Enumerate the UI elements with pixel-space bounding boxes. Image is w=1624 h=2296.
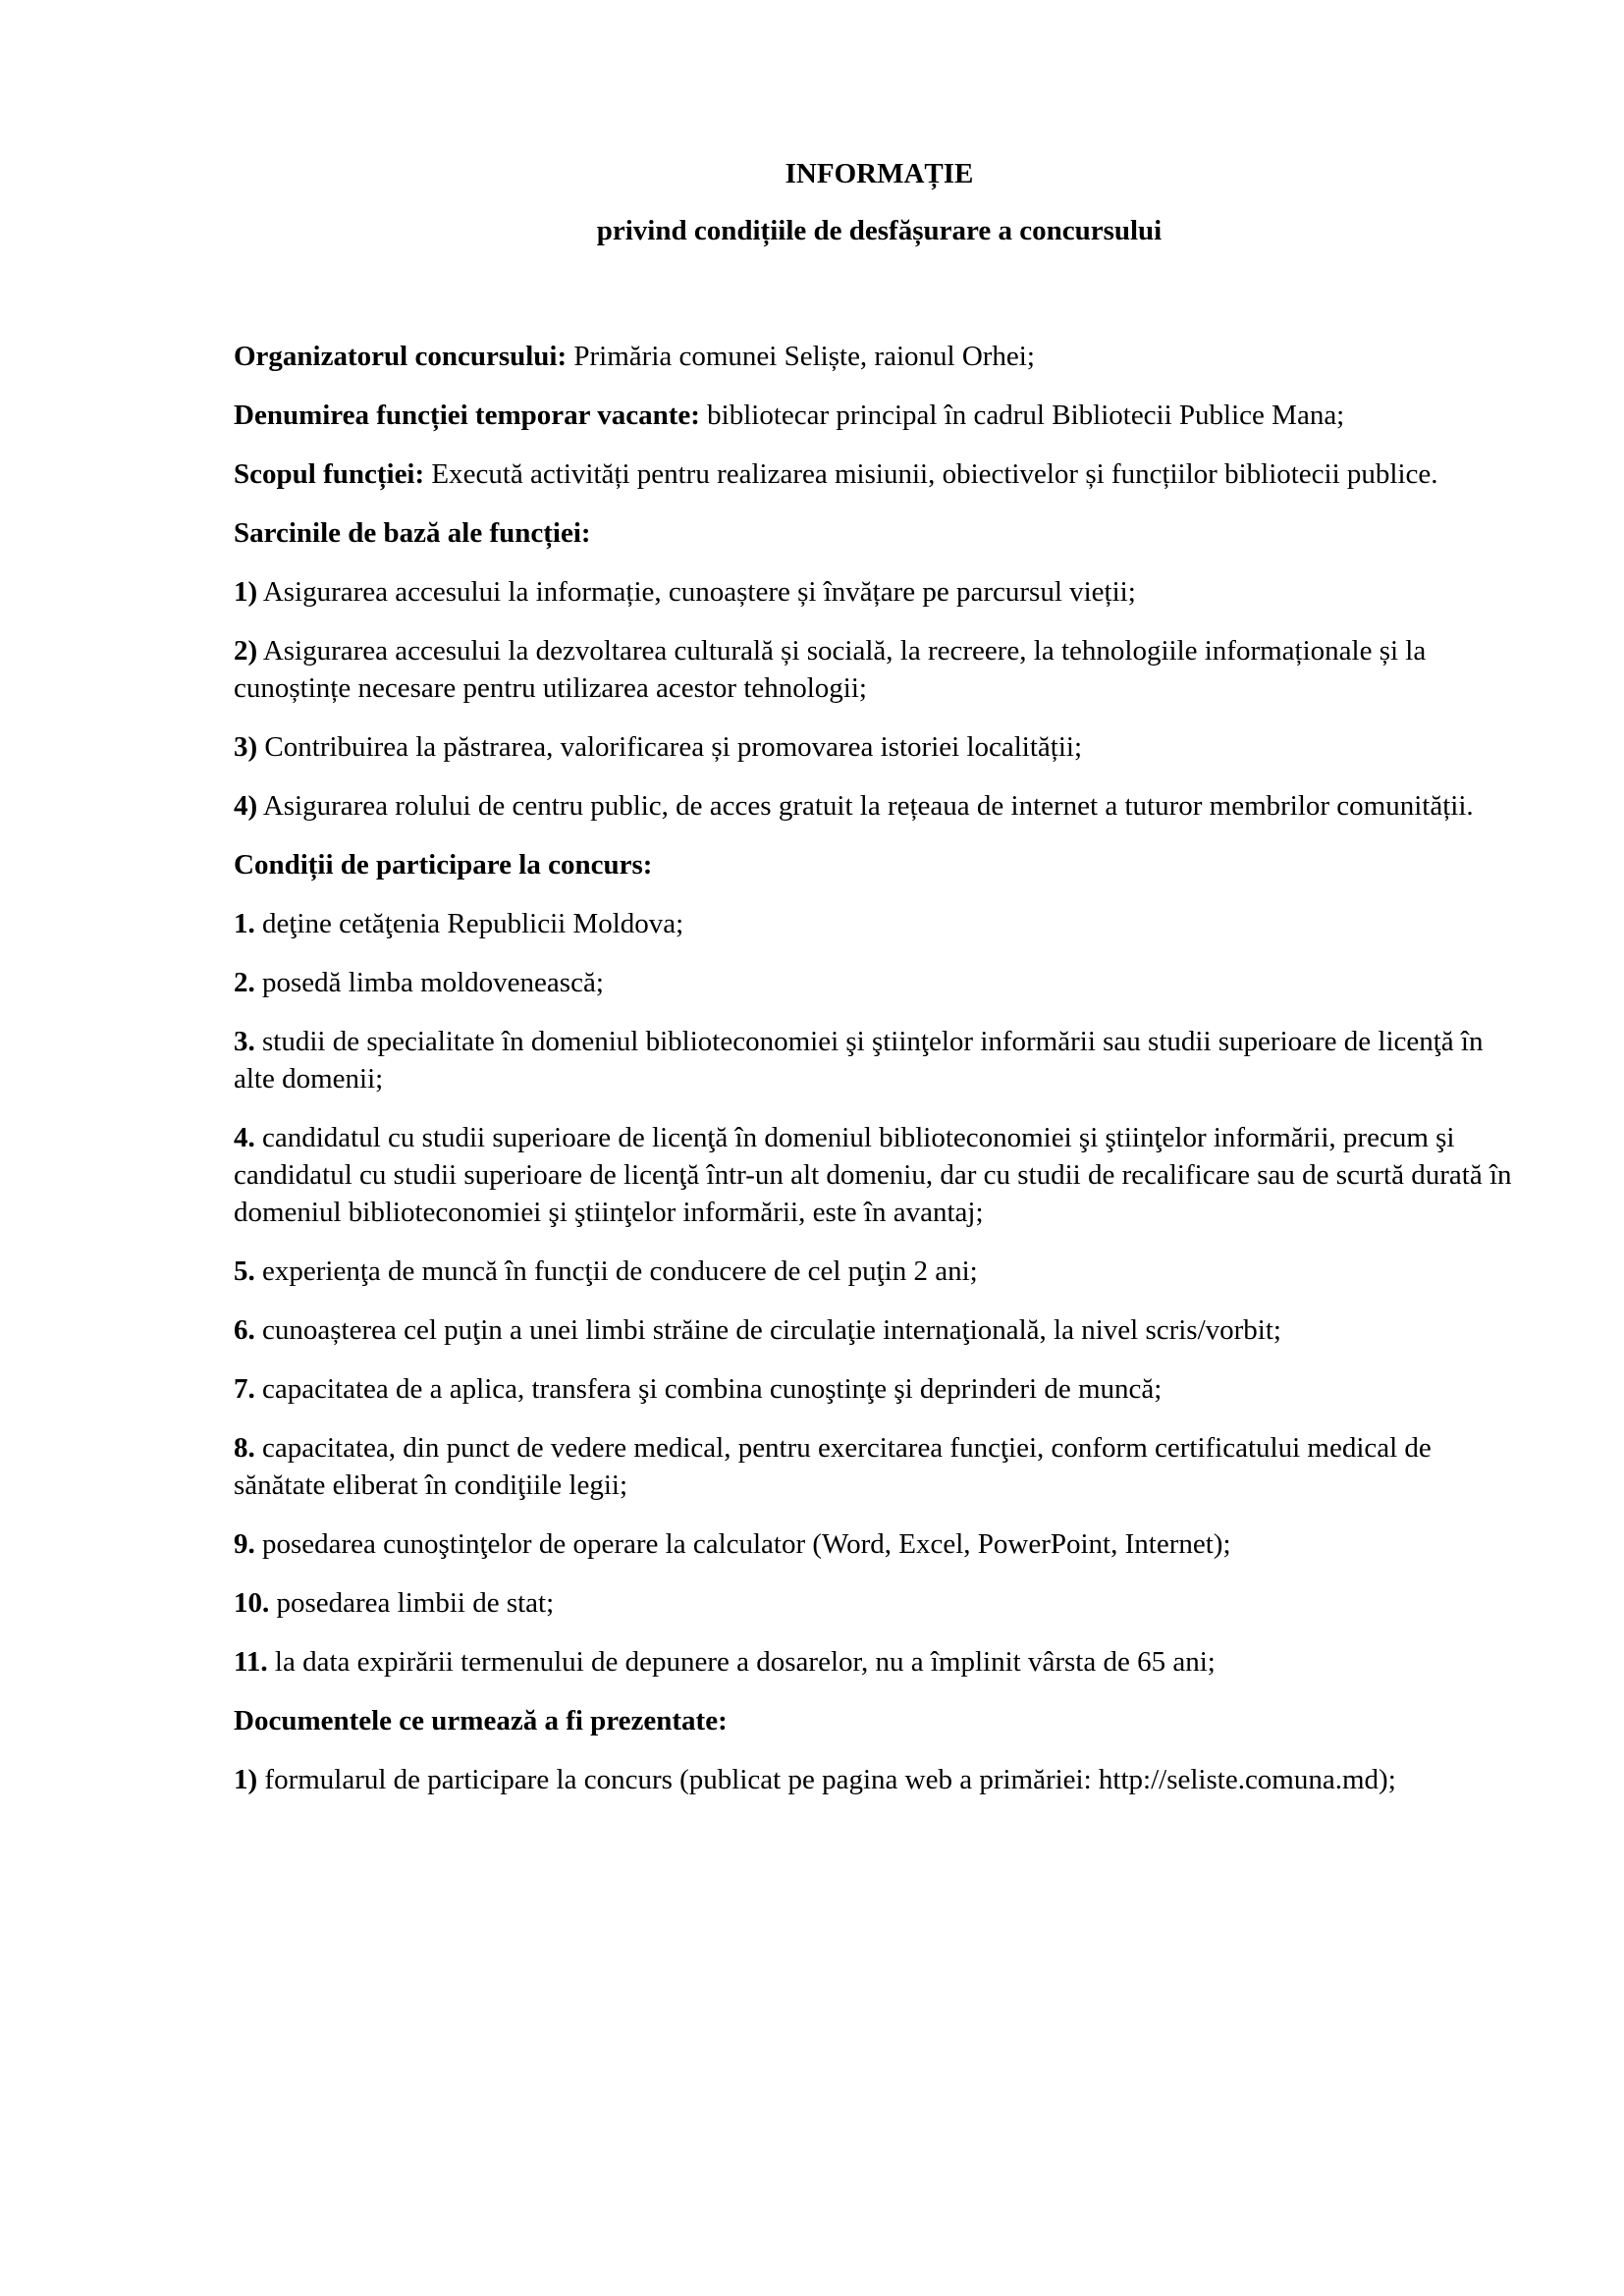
item-text: posedarea cunoştinţelor de operare la calculator (Word, Excel, PowerPoint, Internet); [254,1528,1231,1560]
item-number: 8. [234,1432,255,1464]
item-text: Asigurarea accesului la informație, cunoaștere și învățare pe parcursul vieții; [257,576,1136,608]
item-number: 1. [234,908,255,939]
item-text: candidatul cu studii superioare de licenţă în domeniul biblioteconomiei şi ştiinţelor informării, precum şi candidatul cu studii superioare de licenţă într-un alt domeniu, dar cu studii de recalificare sau de scurtă durată în domeniul biblioteconomiei şi ştiinţelor informării, este în avantaj; [234,1122,1512,1228]
item-text: Contribuirea la păstrarea, valorificarea și promovarea istoriei localității; [257,731,1083,763]
item-text: deţine cetăţenia Republicii Moldova; [254,908,684,939]
item-text: la data expirării termenului de depunere a dosarelor, nu a împlinit vârsta de 65 ani; [267,1646,1216,1678]
field-organizer [234,338,1525,375]
list-item [234,1525,1525,1563]
item-number: 10. [234,1587,270,1619]
item-text: capacitatea, din punct de vedere medical, pentru exercitarea funcţiei, conform certificatului medical de sănătate eliberat în condiţiile legii; [234,1432,1432,1501]
section-heading-tasks: Sarcinile de bază ale funcției: [234,517,591,549]
item-number: 2. [234,967,255,998]
list-item [234,573,1525,611]
field-value: Execută activități pentru realizarea misiunii, obiectivelor și funcțiilor bibliotecii publice. [424,458,1438,490]
field-purpose [234,455,1525,493]
list-item [234,1119,1525,1231]
item-text: posedarea limbii de stat; [269,1587,555,1619]
list-item [234,1429,1525,1504]
field-position [234,397,1525,434]
field-value: bibliotecar principal în cadrul Bibliotecii Publice Mana; [699,400,1345,431]
item-number: 6. [234,1314,255,1346]
field-label: Scopul funcției: [234,458,425,490]
item-text: cunoașterea cel puţin a unei limbi străine de circulaţie internaţională, la nivel scris/vorbit; [254,1314,1281,1346]
item-text: Asigurarea rolului de centru public, de acces gratuit la rețeaua de internet a tuturor membrilor comunității. [257,790,1474,822]
list-item [234,905,1525,942]
list-item [234,1584,1525,1622]
item-number: 9. [234,1528,255,1560]
list-item [234,632,1525,707]
item-text: formularul de participare la concurs (publicat pe pagina web a primăriei: http://seliste.comuna.md); [257,1764,1396,1795]
field-label: Organizatorul concursului: [234,341,568,372]
item-number: 3) [234,731,258,763]
item-number: 3. [234,1026,255,1057]
item-number: 5. [234,1255,255,1287]
item-number: 2) [234,635,258,667]
item-number: 1) [234,576,258,608]
document-subtitle: privind condițiile de desfășurare a concursului [596,215,1163,246]
list-item [234,1370,1525,1408]
field-value: Primăria comunei Seliște, raionul Orhei; [567,341,1035,372]
list-item [234,1643,1525,1681]
list-item [234,964,1525,1001]
item-text: posedă limba moldovenească; [254,967,604,998]
item-number: 7. [234,1373,255,1405]
document-title: INFORMAȚIE [785,158,974,189]
section-heading-documents: Documentele ce urmează a fi prezentate: [234,1705,728,1736]
item-text: capacitatea de a aplica, transfera şi combina cunoştinţe şi deprinderi de muncă; [254,1373,1163,1405]
item-text: Asigurarea accesului la dezvoltarea culturală și socială, la recreere, la tehnologiile informaționale și la cunoștințe necesare pentru utilizarea acestor tehnologii; [234,635,1427,704]
item-text: studii de specialitate în domeniul biblioteconomiei şi ştiinţelor informării sau studii superioare de licenţă în alte domenii; [234,1026,1484,1095]
item-number: 11. [234,1646,268,1678]
list-item [234,1311,1525,1349]
item-number: 4) [234,790,258,822]
item-number: 4. [234,1122,255,1153]
field-label: Denumirea funcției temporar vacante: [234,400,700,431]
list-item [234,1023,1525,1097]
list-item [234,1761,1525,1798]
list-item [234,728,1525,766]
item-text: experienţa de muncă în funcţii de conducere de cel puţin 2 ani; [254,1255,978,1287]
document-body [234,147,1525,1798]
list-item [234,787,1525,825]
list-item [234,1253,1525,1290]
section-heading-conditions: Condiții de participare la concurs: [234,849,653,881]
item-number: 1) [234,1764,258,1795]
